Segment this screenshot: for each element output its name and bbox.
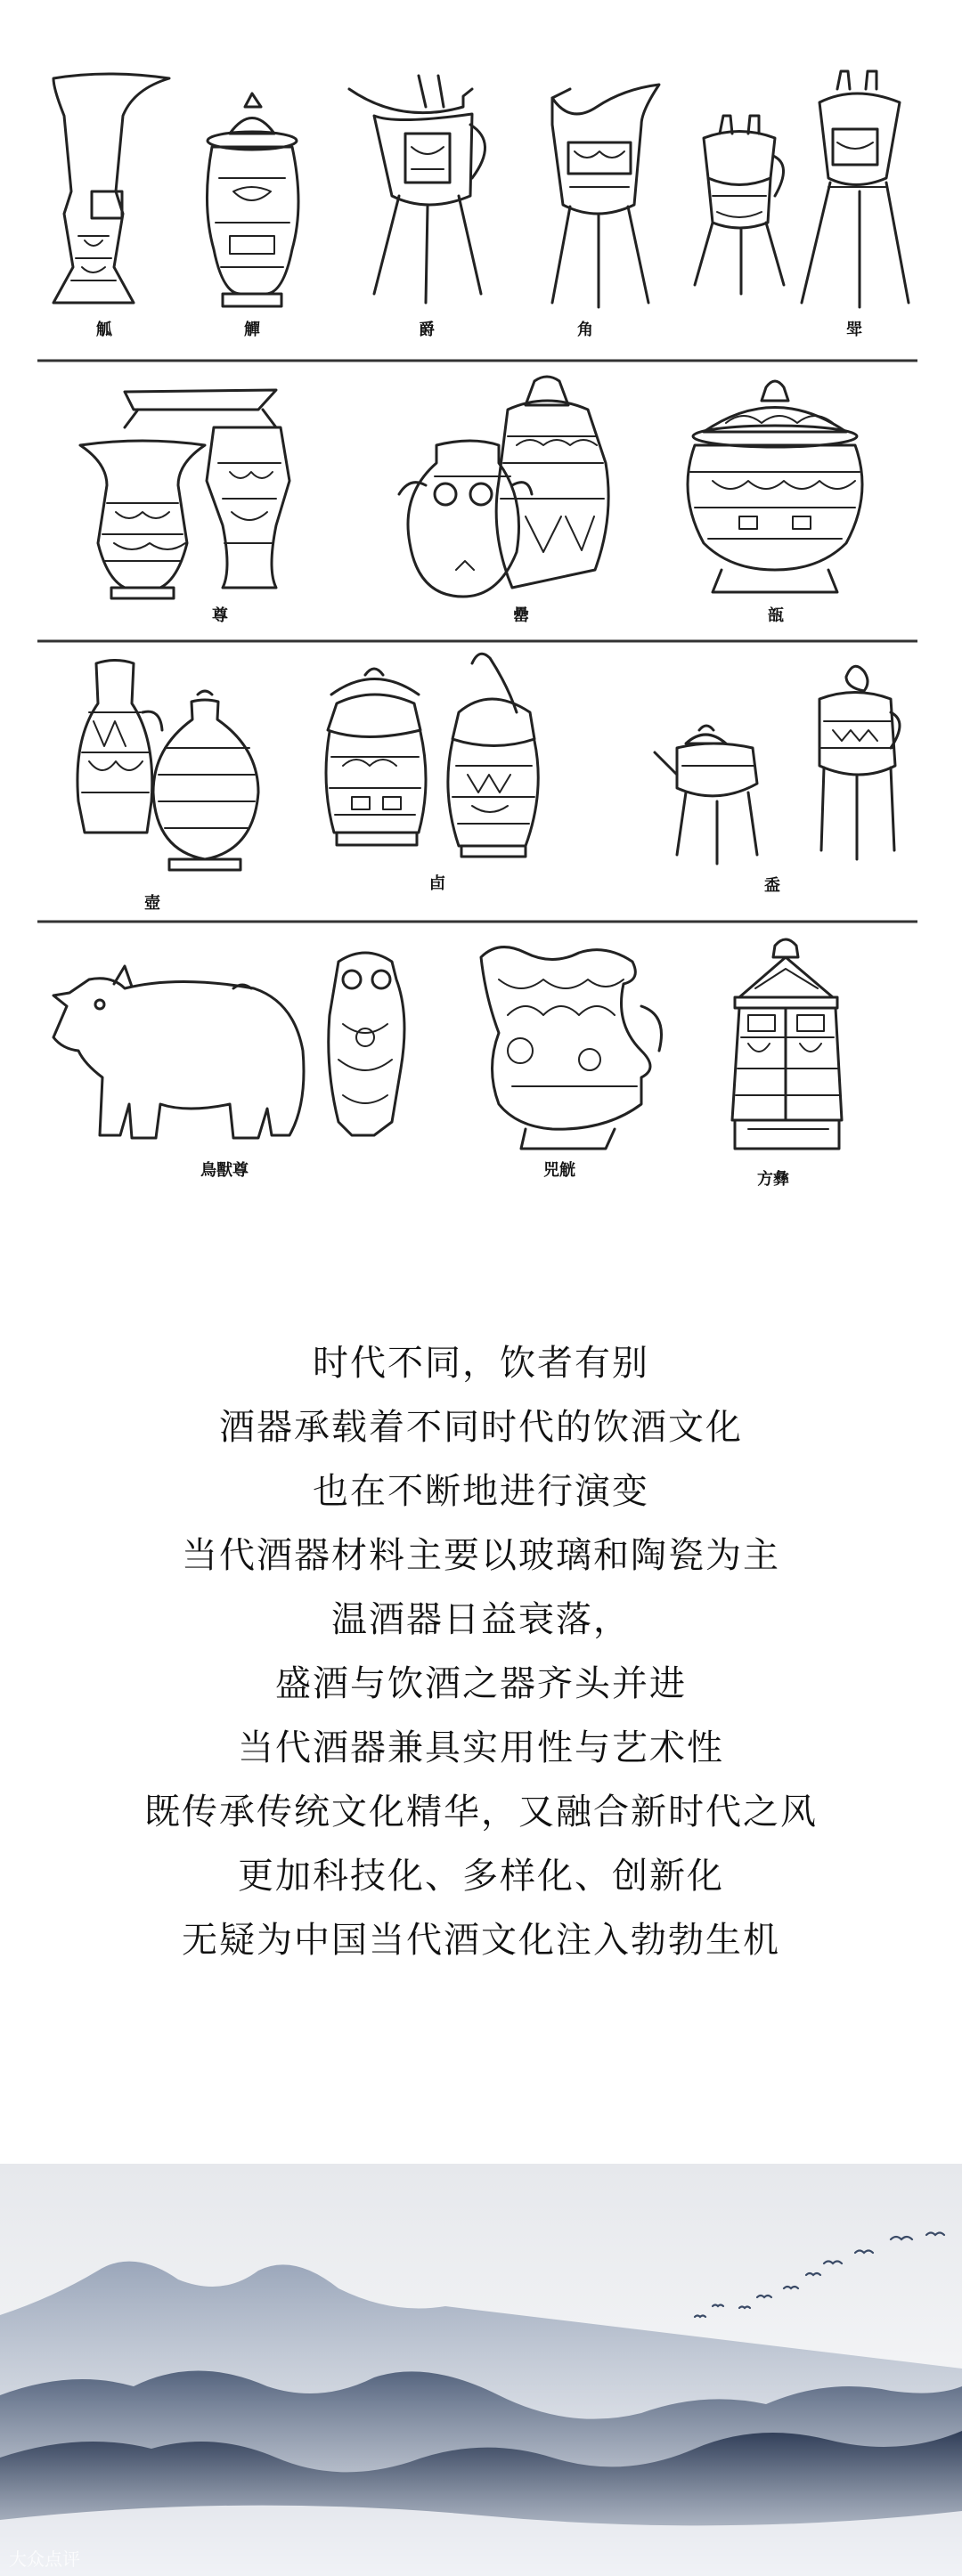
jue-vessel-drawing <box>349 76 485 303</box>
caption-zun: 尊 <box>212 606 228 625</box>
caption-gu: 觚 <box>96 321 112 339</box>
poem-line-2: 酒器承载着不同时代的饮酒文化 <box>219 1407 743 1448</box>
he-vessel-drawing <box>655 666 900 864</box>
poem-text-block <box>0 1331 962 1972</box>
jiao-vessel-drawing <box>552 85 659 307</box>
poem-line-1: 时代不同，饮者有别 <box>313 1343 649 1384</box>
caption-jiao: 角 <box>577 321 593 339</box>
you-vessel-drawing <box>326 654 538 857</box>
gu-vessel-drawing <box>53 74 169 303</box>
niaoshou-zun-drawing <box>53 953 404 1138</box>
caption-bu: 瓿 <box>768 606 784 625</box>
poem-line-10: 无疑为中国当代酒文化注入勃勃生机 <box>182 1920 780 1961</box>
watermark-text: 大众点评 <box>9 2548 80 2570</box>
caption-niaoshou-zun: 鳥獸尊 <box>200 1161 249 1180</box>
poem-line-5: 温酒器日益衰落， <box>331 1599 631 1640</box>
caption-fang-yi: 方彝 <box>757 1170 789 1189</box>
bu-vessel-drawing <box>688 381 862 592</box>
caption-lei: 罍 <box>513 606 529 625</box>
hu-vessel-drawing <box>77 661 258 871</box>
bronze-vessel-illustration <box>0 0 962 1229</box>
poem-line-3: 也在不断地进行演变 <box>313 1471 649 1512</box>
zun-vessel-drawing <box>80 390 289 598</box>
poem-line-6: 盛酒与饮酒之器齐头并进 <box>275 1663 687 1704</box>
lei-vessel-drawing <box>399 377 608 597</box>
caption-zhi: 觶 <box>244 321 260 339</box>
jia-vessel-drawing <box>695 71 909 307</box>
poem-line-7: 当代酒器兼具实用性与艺术性 <box>238 1727 724 1768</box>
poem-line-9: 更加科技化、多样化、创新化 <box>238 1856 724 1897</box>
fang-yi-drawing <box>732 939 842 1149</box>
poem-line-8: 既传承传统文化精华，又融合新时代之风 <box>144 1792 818 1832</box>
zhi-vessel-drawing <box>207 93 298 306</box>
caption-you: 卣 <box>429 874 445 893</box>
caption-jia: 斝 <box>846 321 862 339</box>
caption-jue: 爵 <box>419 321 435 339</box>
ink-mountain-landscape <box>0 2164 962 2576</box>
caption-si-gong: 兕觥 <box>543 1161 575 1180</box>
caption-hu: 壺 <box>144 894 160 913</box>
caption-he: 盉 <box>764 876 780 895</box>
si-gong-drawing <box>481 947 662 1149</box>
poem-line-4: 当代酒器材料主要以玻璃和陶瓷为主 <box>182 1535 780 1576</box>
